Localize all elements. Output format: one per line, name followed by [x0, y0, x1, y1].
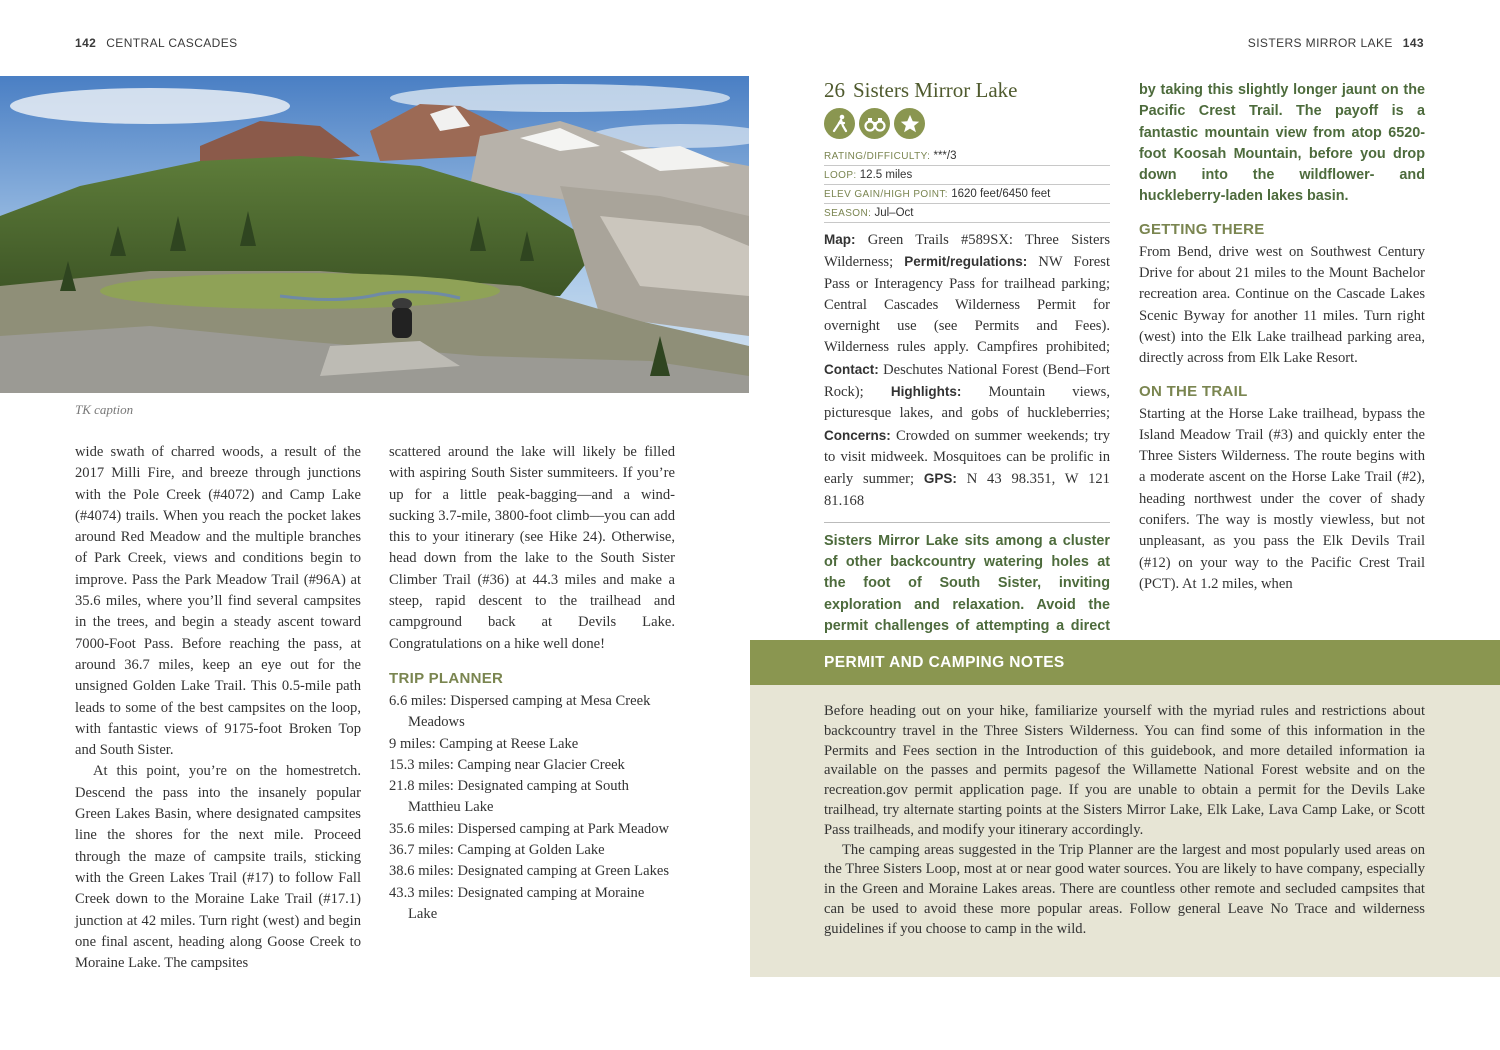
hike-header	[824, 76, 1110, 223]
map-label: Map:	[824, 232, 856, 247]
body-paragraph: From Bend, drive west on Southwest Century Drive for about 21 miles to the Mount Bachelor recreation area. Continue on the Cascade Lakes Scenic Byway for another 11 miles. Turn right (west) into the Elk Lake trailhead parking area, directly across from Elk Lake Resort.	[1139, 243, 1425, 367]
chapter-title: CENTRAL CASCADES	[106, 36, 238, 50]
body-paragraph: scattered around the lake will likely be filled with aspiring South Sister summiteers. If you’re up for a little peak-bagging—and a wind-sucking 3.7-mile, 3800-foot climb—you can add this to your itinerary (see Hike 24). Otherwise, head down from the lake to the South Sister Climber Trail (#36) at 44.3 miles and make a steep, rapid descent to the trailhead and campground back at Devils Lake. Congratulations on a hike well done!	[389, 444, 675, 652]
gps-text: N 43 98.351, W 121 81.168	[824, 471, 1110, 509]
list-item: 9 miles: Camping at Reese Lake	[389, 735, 579, 752]
permit-sidebar	[750, 640, 1500, 977]
body-paragraph: wide swath of charred woods, a result of the 2017 Milli Fire, and breeze through junctions with the Pole Creek (#4072) and Camp Lake (#4074) trails. When you reach the pocket lakes around Red Meadow and the multiple branches of Park Creek, views and conditions begin to improve. Pass the Park Meadow Trail (#96A) at 35.6 miles, where you’ll find several campsites in the trees, and begin a steady ascent toward 7000-Foot Pass. Before reaching the pass, at around 36.7 miles, keep an eye out for the unsigned Golden Lake Trail. This 0.5-mile path leads to some of the best campsites on the loop, with fantastic views of 9175-foot Broken Top and South Sister.	[75, 444, 361, 759]
star-icon	[894, 108, 925, 139]
hiker-icon	[824, 108, 855, 139]
permit-label: Permit/regulations:	[904, 254, 1028, 270]
hike-info	[824, 229, 1110, 659]
stat-elevation: ELEV GAIN/HIGH POINT: 1620 feet/6450 feet	[824, 185, 1110, 204]
permit-sidebar-header	[750, 640, 1500, 685]
list-item: 35.6 miles: Dispersed camping at Park Meadow	[389, 820, 670, 837]
concerns-label: Concerns:	[824, 427, 891, 443]
page-number: 143	[1402, 36, 1424, 50]
page-number: 142	[75, 36, 97, 50]
list-item: 6.6 miles: Dispersed camping at Mesa Creek Meadows	[389, 692, 651, 731]
trip-planner-list	[389, 691, 675, 925]
feature-icons	[824, 108, 1110, 139]
list-item: 38.6 miles: Designated camping at Green Lakes	[389, 863, 670, 880]
contact-label: Contact:	[824, 361, 879, 377]
stat-season: SEASON: Jul–Oct	[824, 204, 1110, 223]
permit-sidebar-body	[824, 702, 1425, 940]
binoculars-icon	[859, 108, 890, 139]
intro-text: Sisters Mirror Lake sits among a cluster of other backcountry watering holes at the foot of South Sister, inviting exploration and relaxation. Avoid the permit challenges of attempting a direct	[824, 532, 1110, 635]
photo-caption: TK caption	[75, 402, 134, 417]
gps-label: GPS:	[923, 471, 957, 487]
getting-there-heading: GETTING THERE	[1139, 220, 1265, 238]
hike-running-title: SISTERS MIRROR LAKE	[1247, 36, 1393, 50]
list-item: 43.3 miles: Designated camping at Moraine Lake	[389, 884, 645, 922]
hike-number: 26	[824, 78, 845, 102]
running-head-right	[1248, 36, 1424, 50]
permit-text: NW Forest Pass or Interagency Pass for trailhead parking; Central Cascades Wilderness Permit for overnight use (see Permits and Fees). Wilderness rules apply. Campfires prohibited;	[824, 254, 1111, 356]
on-the-trail-heading: ON THE TRAIL	[1139, 382, 1248, 400]
body-paragraph: Starting at the Horse Lake trailhead, bypass the Island Meadow Trail (#3) and quickly enter the Three Sisters Wilderness. The route begins with a moderate ascent on the Horse Lake Trail (#2), heading northwest under the cover of shady conifers. The way is mostly viewless, but not unpleasant, as you pass the Elk Devils Trail (#12) on your way to the Pacific Crest Trail (PCT). At 1.2 miles, when	[1139, 405, 1425, 592]
map-text: Green Trails #589SX: Three Sisters Wilderness;	[824, 232, 1110, 271]
hike-title	[824, 76, 1110, 104]
left-column-1	[75, 442, 361, 974]
list-item: 21.8 miles: Designated camping at South Matthieu Lake	[389, 778, 629, 816]
trip-planner-heading: TRIP PLANNER	[389, 669, 504, 687]
highlights-text: Mountain views, picturesque lakes, and gobs of huckleberries;	[824, 384, 1110, 422]
highlights-label: Highlights:	[890, 384, 962, 400]
left-column-2	[389, 442, 675, 925]
permit-sidebar-title: PERMIT AND CAMPING NOTES	[824, 653, 1065, 671]
intro-text-continued: by taking this slightly longer jaunt on the Pacific Crest Trail. The payoff is a fantastic mountain view from atop 6520-foot Koosah Mountain, before you drop down into the wildflower- and huckleberry-laden lakes basin.	[1139, 82, 1425, 205]
contact-text: Deschutes National Forest (Bend–Fort Rock);	[824, 361, 1110, 401]
divider	[824, 522, 1110, 523]
running-head-left	[75, 36, 238, 50]
list-item: 15.3 miles: Camping near Glacier Creek	[389, 756, 625, 773]
concerns-text: Crowded on summer weekends; try to visit midweek. Mosquitoes can be prolific in early summer;	[824, 427, 1110, 488]
stat-rating: RATING/DIFFICULTY: ***/3	[824, 147, 1110, 166]
right-column-2	[1139, 80, 1425, 595]
body-paragraph: The camping areas suggested in the Trip Planner are the largest and most popularly used areas on the Three Sisters Loop, most at or near good water sources. You are likely to have company, especially in the Green and Moraine Lakes areas. There are countless other remote and secluded campsites that can be used to avoid these more popular areas. Follow general Leave No Trace and wilderness guidelines if you choose to camp in the wild.	[824, 841, 1425, 937]
body-paragraph: At this point, you’re on the homestretch. Descend the pass into the insanely popular Green Lakes Basin, where designated campsites line the shores for the next mile. Proceed through the maze of campsite trails, sticking with the Green Lakes Trail (#17) to follow Fall Creek down to the Moraine Lake Trail (#17.1) junction at 42 miles. Turn right (west) and begin one final ascent, heading along Goose Creek to Moraine Lake. The campsites	[75, 763, 361, 972]
list-item: 36.7 miles: Camping at Golden Lake	[389, 842, 605, 859]
hike-stats	[824, 147, 1110, 223]
hike-name: Sisters Mirror Lake	[853, 78, 1018, 102]
landscape-photo	[0, 76, 749, 393]
body-paragraph: Before heading out on your hike, familiarize yourself with the myriad rules and restrictions about backcountry travel in the Three Sisters Wilderness. You can find some of this information in the Permits and Fees section in the Introduction of this guidebook, and more detailed information ia available on the passes and permits pagesof the Willamette National Forest website and on the recreation.gov permit application page. If you are unable to obtain a permit for the Devils Lake trailhead, try alternate starting points at the Sisters Mirror Lake, Elk Lake, Lava Camp Lake, or Scott Pass trailheads, and modify your itinerary accordingly.	[824, 703, 1425, 838]
stat-loop: LOOP: 12.5 miles	[824, 166, 1110, 185]
